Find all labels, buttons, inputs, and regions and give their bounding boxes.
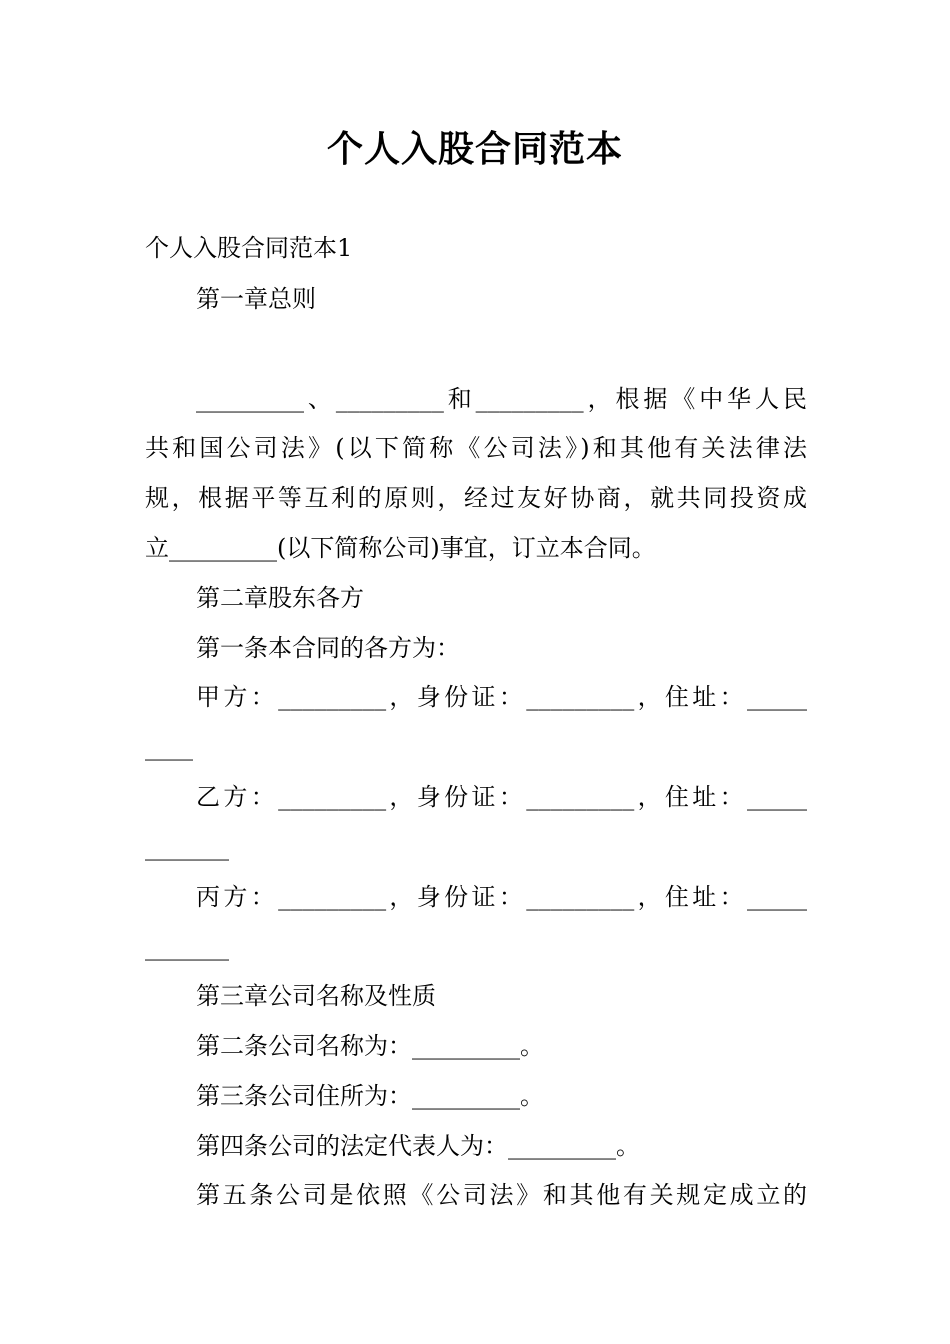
party-line-continued: _______ bbox=[145, 833, 229, 861]
party-line-continued: ____ bbox=[145, 733, 193, 761]
article-line: 第一条本合同的各方为： bbox=[196, 634, 460, 662]
chapter-heading: 第二章股东各方 bbox=[196, 584, 364, 612]
paragraph-line: _________、_________和_________，根据《中华人民 bbox=[196, 385, 807, 413]
article-line: 第三条公司住所为：_________。 bbox=[196, 1082, 544, 1110]
paragraph-line: 立_________(以下简称公司)事宜，订立本合同。 bbox=[145, 534, 656, 562]
party-line-continued: _______ bbox=[145, 933, 229, 961]
paragraph-line: 规，根据平等互利的原则，经过友好协商，就共同投资成 bbox=[145, 484, 807, 512]
document-title: 个人入股合同范本 bbox=[326, 128, 623, 170]
article-line: 第二条公司名称为：_________。 bbox=[196, 1032, 544, 1060]
article-line: 第五条公司是依照《公司法》和其他有关规定成立的 bbox=[196, 1181, 807, 1209]
chapter-heading: 第三章公司名称及性质 bbox=[196, 982, 436, 1010]
party-line: 乙方：_________，身份证：_________，住址：_____ bbox=[196, 783, 807, 811]
section-heading: 个人入股合同范本1 bbox=[145, 234, 353, 262]
party-line: 丙方：_________，身份证：_________，住址：_____ bbox=[196, 883, 807, 911]
party-line: 甲方：_________，身份证：_________，住址：_____ bbox=[196, 683, 807, 711]
chapter-heading: 第一章总则 bbox=[196, 285, 316, 313]
article-line: 第四条公司的法定代表人为：_________。 bbox=[196, 1132, 640, 1160]
paragraph-line: 共和国公司法》(以下简称《公司法》)和其他有关法律法 bbox=[145, 434, 807, 462]
